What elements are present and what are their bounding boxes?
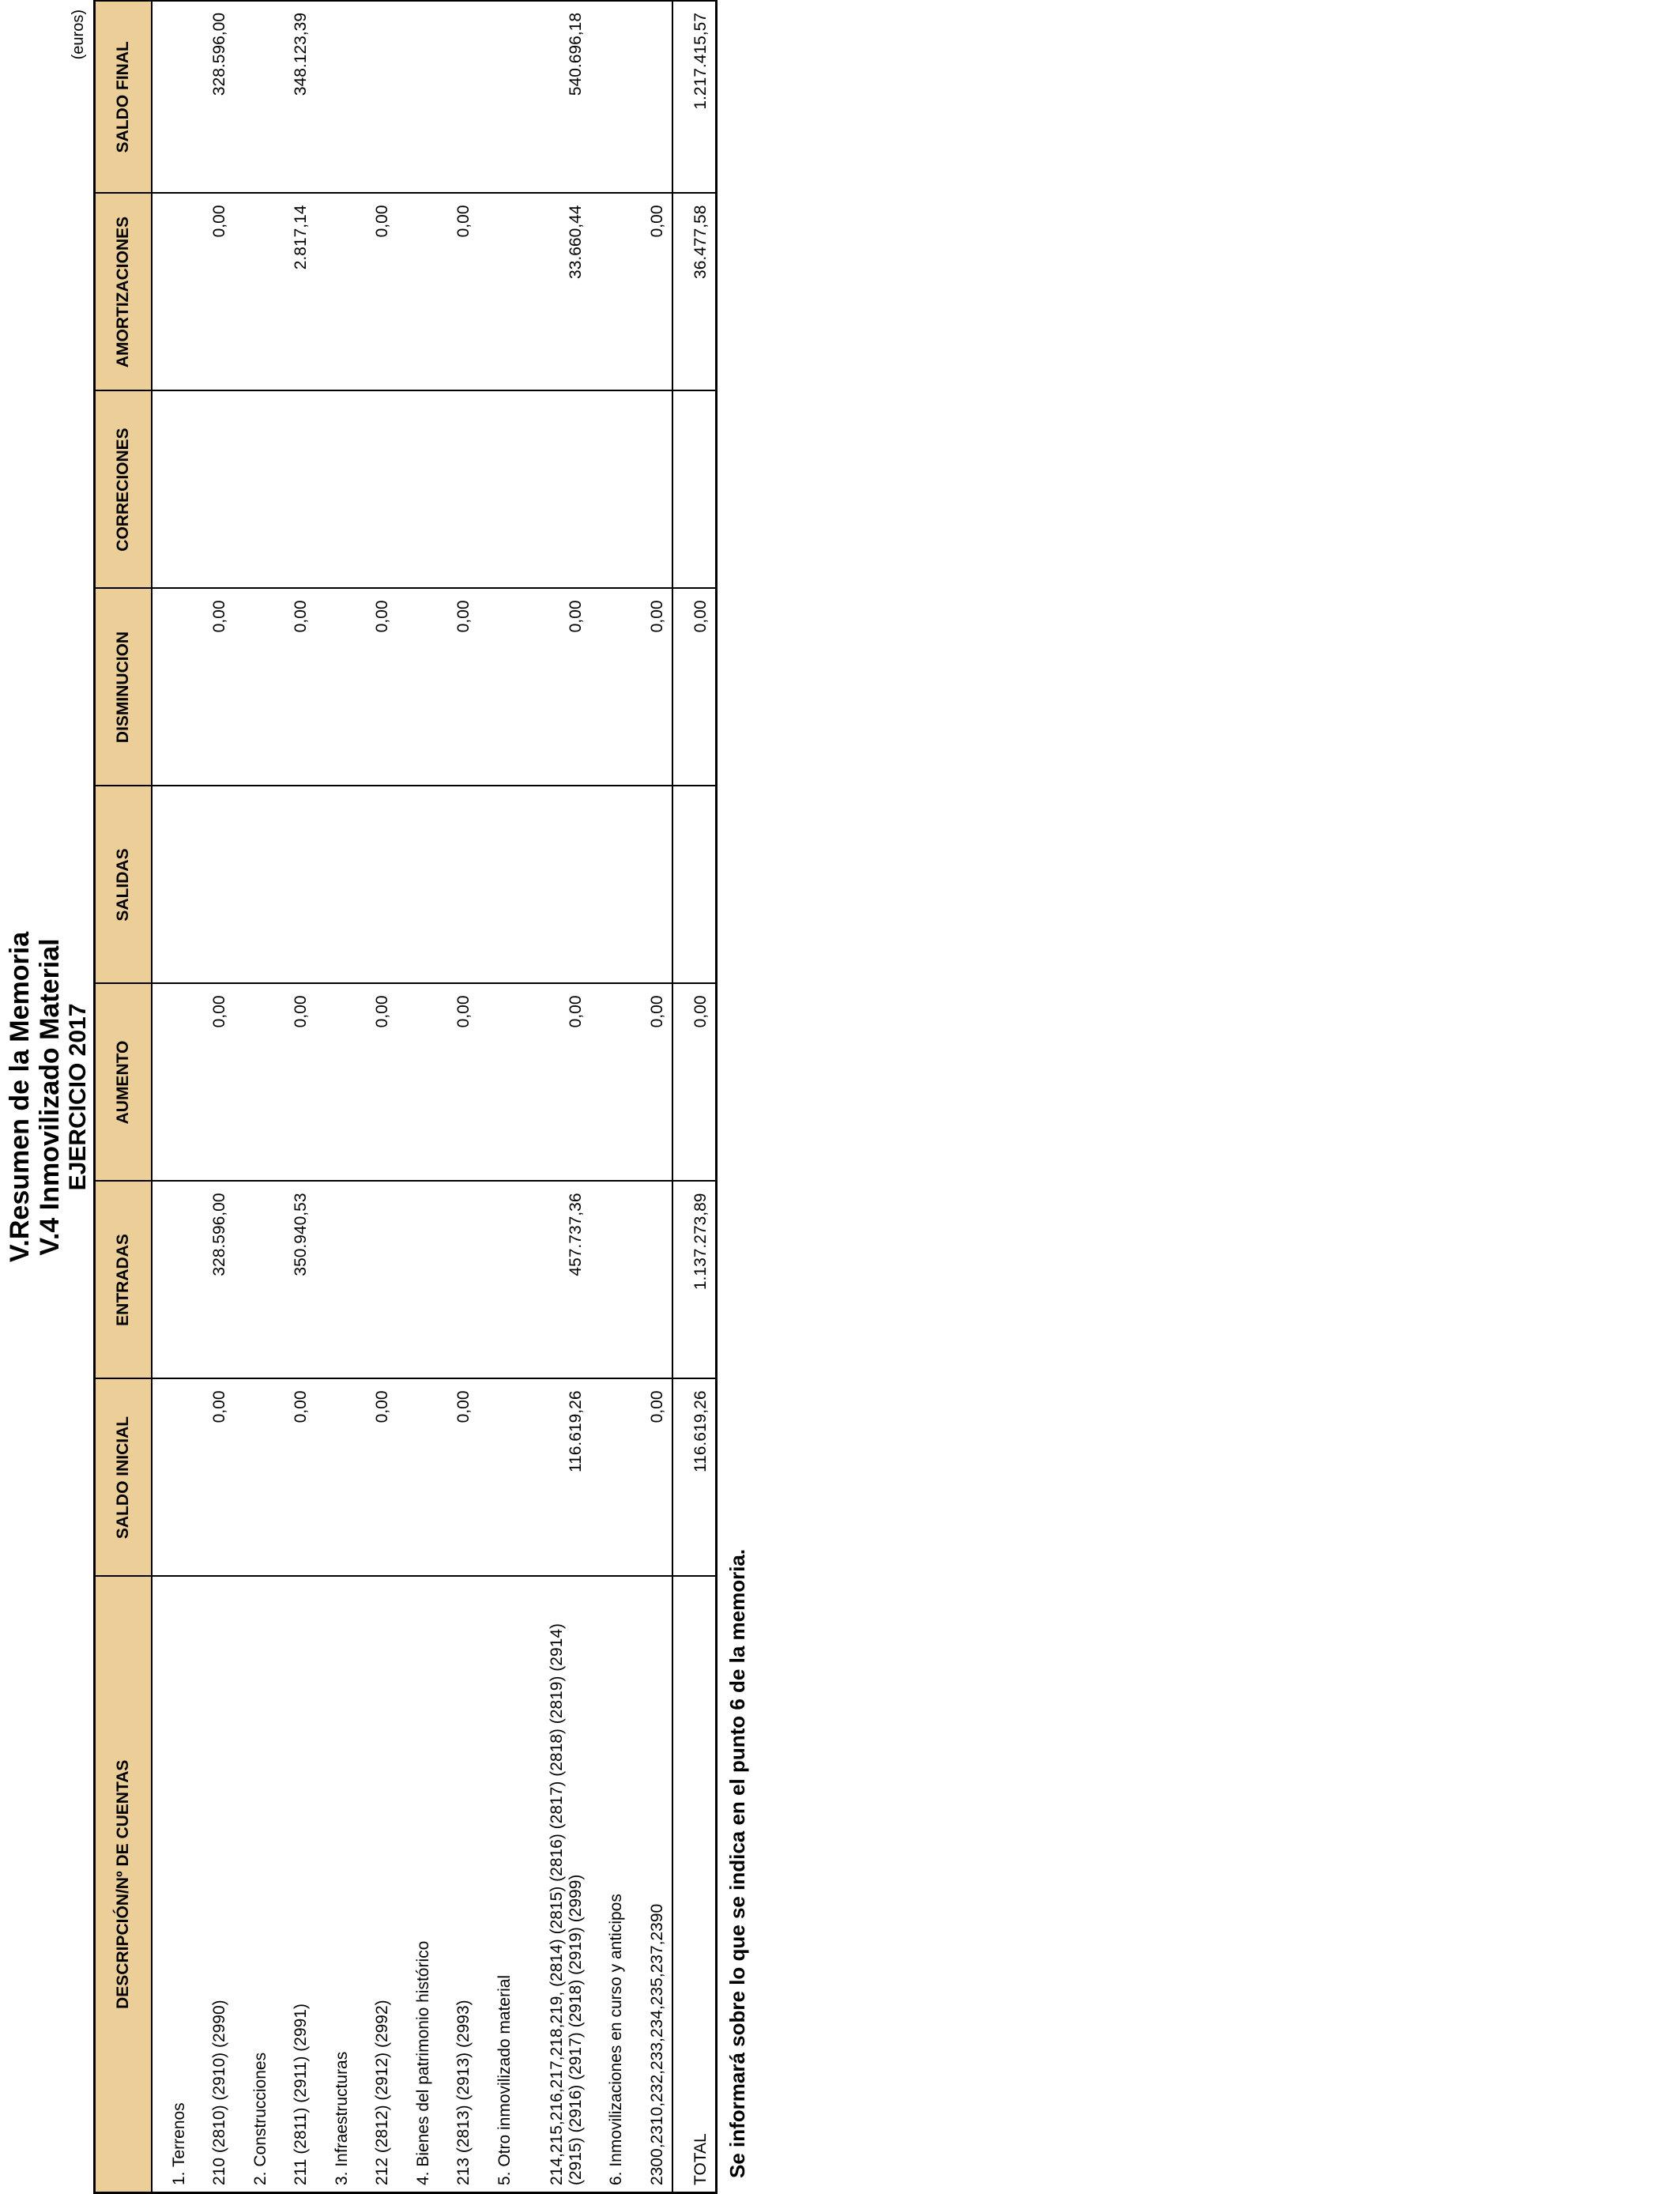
column-header: ENTRADAS: [95, 1182, 153, 1379]
row-value: [438, 1182, 478, 1379]
row-value: [631, 391, 672, 589]
row-value: [590, 194, 631, 391]
row-value: [194, 786, 234, 984]
row-value: [152, 1379, 194, 1577]
row-value: 0,00: [194, 1379, 234, 1577]
row-value: [478, 1379, 518, 1577]
row-value: [152, 786, 194, 984]
row-value: [590, 1, 631, 194]
total-row: [672, 1, 716, 2193]
row-value: [590, 1182, 631, 1379]
row-value: 348.123,39: [275, 1, 315, 194]
table-row: [315, 1, 356, 2193]
row-value: 328.596,00: [194, 1, 234, 194]
row-value: [438, 391, 478, 589]
table-row: [275, 1, 315, 2193]
row-value: 0,00: [194, 194, 234, 391]
table-row: [397, 1, 437, 2193]
row-value: [152, 984, 194, 1182]
row-value: [152, 1182, 194, 1379]
column-header: AUMENTO: [95, 984, 153, 1182]
row-value: [631, 1, 672, 194]
row-value: 0,00: [194, 984, 234, 1182]
table-row: [631, 1, 672, 2193]
row-value: [152, 194, 194, 391]
row-value: [315, 194, 356, 391]
row-value: [397, 1182, 437, 1379]
fixed-assets-table: [93, 0, 718, 2194]
row-description: 1. Terrenos: [152, 1577, 194, 2193]
table-row: [194, 1, 234, 2193]
row-value: [590, 1379, 631, 1577]
row-value: 0,00: [672, 589, 716, 786]
row-value: [315, 589, 356, 786]
row-value: 0,00: [356, 194, 397, 391]
row-value: 328.596,00: [194, 1182, 234, 1379]
row-value: 0,00: [438, 589, 478, 786]
row-value: 0,00: [519, 589, 590, 786]
row-value: 0,00: [275, 1379, 315, 1577]
row-value: 0,00: [631, 589, 672, 786]
row-value: [478, 984, 518, 1182]
row-value: 350.940,53: [275, 1182, 315, 1379]
row-description: 210 (2810) (2910) (2990): [194, 1577, 234, 2193]
row-value: [234, 984, 274, 1182]
row-value: [478, 1182, 518, 1379]
title-block: [5, 0, 92, 2194]
row-value: [315, 391, 356, 589]
row-value: 457.737,36: [519, 1182, 590, 1379]
row-value: [397, 391, 437, 589]
column-header: CORRECIONES: [95, 391, 153, 589]
row-value: [478, 391, 518, 589]
row-description: 211 (2811) (2911) (2991): [275, 1577, 315, 2193]
row-value: [519, 391, 590, 589]
row-value: 0,00: [672, 984, 716, 1182]
row-description: 4. Bienes del patrimonio histórico: [397, 1577, 437, 2193]
row-value: 33.660,44: [519, 194, 590, 391]
table-row: [356, 1, 397, 2193]
row-value: 116.619,26: [672, 1379, 716, 1577]
row-value: [234, 1, 274, 194]
row-value: [152, 589, 194, 786]
fiscal-year: EJERCICIO 2017: [65, 1003, 91, 1191]
row-value: [590, 984, 631, 1182]
row-value: 0,00: [194, 589, 234, 786]
row-value: 1.217.415,57: [672, 1, 716, 194]
column-header: DISMINUCION: [95, 589, 153, 786]
row-value: [275, 786, 315, 984]
row-value: 0,00: [438, 1379, 478, 1577]
row-value: [234, 194, 274, 391]
row-value: [315, 1182, 356, 1379]
table-header-row: [95, 1, 153, 2193]
row-value: [397, 1, 437, 194]
row-value: [315, 984, 356, 1182]
row-value: 0,00: [275, 589, 315, 786]
table-row: [234, 1, 274, 2193]
row-value: [397, 984, 437, 1182]
row-value: [356, 786, 397, 984]
row-description: 5. Otro inmovilizado material: [478, 1577, 518, 2193]
row-value: [397, 194, 437, 391]
row-value: [234, 1379, 274, 1577]
table-row: [519, 1, 590, 2193]
row-value: [438, 1, 478, 194]
row-value: [152, 391, 194, 589]
table-body: [152, 1, 717, 2193]
row-description: 2. Construcciones: [234, 1577, 274, 2193]
row-description: 214,215,216,217,218,219, (2814) (2815) (2816) (2817) (2818) (2819) (2914) (2915) (2916) (2917) (2918) (2919) (2999): [519, 1577, 590, 2193]
row-value: [152, 1, 194, 194]
row-value: [631, 786, 672, 984]
row-value: 0,00: [356, 589, 397, 786]
column-header: DESCRIPCIÓN/Nº DE CUENTAS: [95, 1577, 153, 2193]
row-value: [315, 786, 356, 984]
row-value: [478, 589, 518, 786]
column-header: SALDO INICIAL: [95, 1379, 153, 1577]
row-description: TOTAL: [672, 1577, 716, 2193]
row-value: 0,00: [438, 194, 478, 391]
row-value: [234, 391, 274, 589]
footnote: Se informará sobre lo que se indica en el punto 6 de la memoria.: [725, 1548, 749, 2178]
row-value: 2.817,14: [275, 194, 315, 391]
column-header: SALIDAS: [95, 786, 153, 984]
row-value: 0,00: [631, 984, 672, 1182]
row-value: 0,00: [356, 1379, 397, 1577]
row-value: [356, 1, 397, 194]
row-value: [397, 1379, 437, 1577]
column-header: AMORTIZACIONES: [95, 194, 153, 391]
row-value: [234, 1182, 274, 1379]
report-title: V.Resumen de la Memoria: [5, 931, 35, 1263]
row-value: [590, 589, 631, 786]
row-value: [519, 786, 590, 984]
row-value: 116.619,26: [519, 1379, 590, 1577]
row-value: [315, 1, 356, 194]
row-description: 6. Inmovilizaciones en curso y anticipos: [590, 1577, 631, 2193]
row-value: [234, 786, 274, 984]
row-value: 0,00: [356, 984, 397, 1182]
row-value: 540.696,18: [519, 1, 590, 194]
row-value: 0,00: [631, 194, 672, 391]
row-value: [590, 786, 631, 984]
report-subtitle: V.4 Inmovilizado Material: [35, 938, 65, 1256]
table-row: [438, 1, 478, 2193]
row-value: 1.137.273,89: [672, 1182, 716, 1379]
row-value: [438, 786, 478, 984]
row-value: [275, 391, 315, 589]
row-description: 212 (2812) (2912) (2992): [356, 1577, 397, 2193]
row-value: [194, 391, 234, 589]
table-row: [152, 1, 194, 2193]
row-value: [234, 589, 274, 786]
row-value: [397, 589, 437, 786]
row-description: 213 (2813) (2913) (2993): [438, 1577, 478, 2193]
currency-units: (euros): [70, 9, 87, 60]
row-value: [631, 1182, 672, 1379]
row-value: 36.477,58: [672, 194, 716, 391]
row-value: [478, 1, 518, 194]
row-value: [478, 786, 518, 984]
row-value: [590, 391, 631, 589]
row-value: 0,00: [519, 984, 590, 1182]
row-value: [478, 194, 518, 391]
row-value: [356, 391, 397, 589]
row-description: 3. Infraestructuras: [315, 1577, 356, 2193]
row-description: 2300,2310,232,233,234,235,237,2390: [631, 1577, 672, 2193]
row-value: [315, 1379, 356, 1577]
row-value: 0,00: [438, 984, 478, 1182]
row-value: 0,00: [275, 984, 315, 1182]
row-value: [672, 391, 716, 589]
row-value: [672, 786, 716, 984]
table-row: [590, 1, 631, 2193]
column-header: SALDO FINAL: [95, 1, 153, 194]
row-value: [397, 786, 437, 984]
row-value: [356, 1182, 397, 1379]
table-row: [478, 1, 518, 2193]
row-value: 0,00: [631, 1379, 672, 1577]
